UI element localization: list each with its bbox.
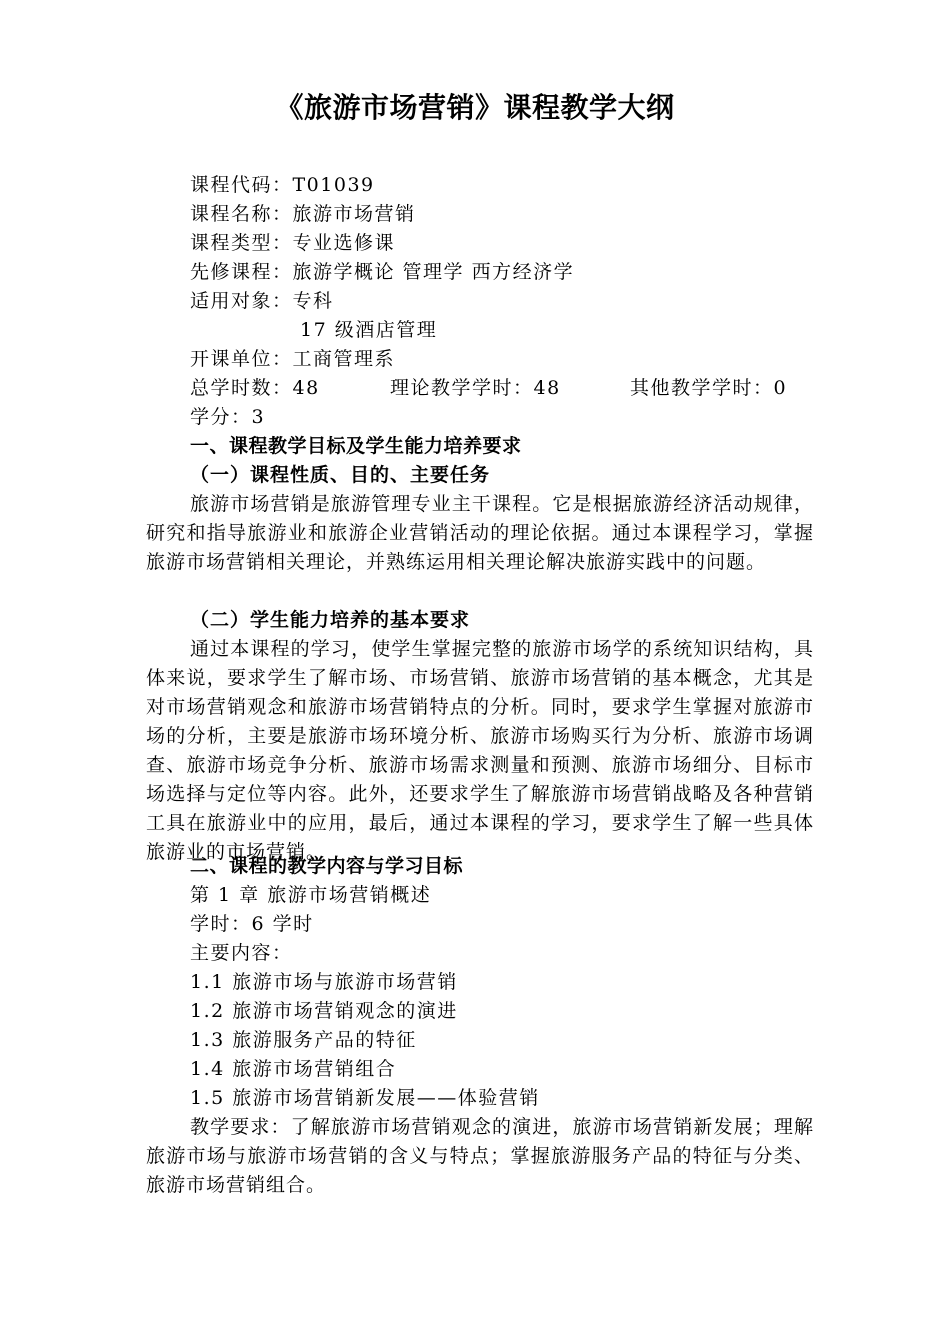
course-code: 课程代码：T01039 xyxy=(190,174,375,196)
chapter1-item: 1.1 旅游市场与旅游市场营销 xyxy=(190,971,458,993)
theory-hours: 理论教学学时：48 xyxy=(390,377,561,399)
credits: 学分：3 xyxy=(190,406,266,428)
total-hours: 总学时数：48 xyxy=(190,377,320,399)
section1-sub2-heading: （二）学生能力培养的基本要求 xyxy=(190,609,471,631)
hours-row xyxy=(190,374,787,402)
chapter1-title: 第 1 章 旅游市场营销概述 xyxy=(190,884,432,906)
other-hours: 其他教学学时：0 xyxy=(630,377,788,399)
section2-heading: 二、课程的教学内容与学习目标 xyxy=(190,855,464,877)
document-title: 《旅游市场营销》课程教学大纲 xyxy=(275,91,675,124)
chapter1-content-label: 主要内容： xyxy=(190,942,293,964)
chapter1-item: 1.2 旅游市场营销观念的演进 xyxy=(190,1000,458,1022)
chapter1-item: 1.4 旅游市场营销组合 xyxy=(190,1058,397,1080)
section1-sub1-paragraph: 旅游市场营销是旅游管理专业主干课程。它是根据旅游经济活动规律，研究和指导旅游业和旅游企业营销活动的理论依据。通过本课程学习，掌握旅游市场营销相关理论，并熟练运用相关理论解决旅游实践中的问题。 xyxy=(146,493,814,573)
course-type: 课程类型：专业选修课 xyxy=(190,232,396,254)
prerequisites: 先修课程：旅游学概论 管理学 西方经济学 xyxy=(190,261,575,283)
chapter1-hours: 学时：6 学时 xyxy=(190,913,314,935)
chapter1-item: 1.5 旅游市场营销新发展——体验营销 xyxy=(190,1087,540,1109)
chapter1-item: 1.3 旅游服务产品的特征 xyxy=(190,1029,417,1051)
department: 开课单位：工商管理系 xyxy=(190,348,396,370)
section1-sub2-paragraph: 通过本课程的学习，使学生掌握完整的旅游市场学的系统知识结构，具体来说，要求学生了解市场、市场营销、旅游市场营销的基本概念，尤其是对市场营销观念和旅游市场营销特点的分析。同时，要求学生掌握对旅游市场的分析，主要是旅游市场环境分析、旅游市场购买行为分析、旅游市场调查、旅游市场竞争分析、旅游市场需求测量和预测、旅游市场细分、目标市场选择与定位等内容。此外，还要求学生了解旅游市场营销战略及各种营销工具在旅游业中的应用，最后，通过本课程的学习，要求学生了解一些具体旅游业的市场营销。 xyxy=(146,638,814,863)
section1-sub1-heading: （一）课程性质、目的、主要任务 xyxy=(190,464,491,486)
audience-detail: 17 级酒店管理 xyxy=(300,319,438,341)
chapter1-requirements: 教学要求：了解旅游市场营销观念的演进，旅游市场营销新发展；理解旅游市场与旅游市场营销的含义与特点；掌握旅游服务产品的特征与分类、旅游市场营销组合。 xyxy=(146,1116,814,1196)
section1-heading: 一、课程教学目标及学生能力培养要求 xyxy=(190,435,522,457)
course-name: 课程名称：旅游市场营销 xyxy=(190,203,416,225)
audience: 适用对象：专科 xyxy=(190,290,334,312)
